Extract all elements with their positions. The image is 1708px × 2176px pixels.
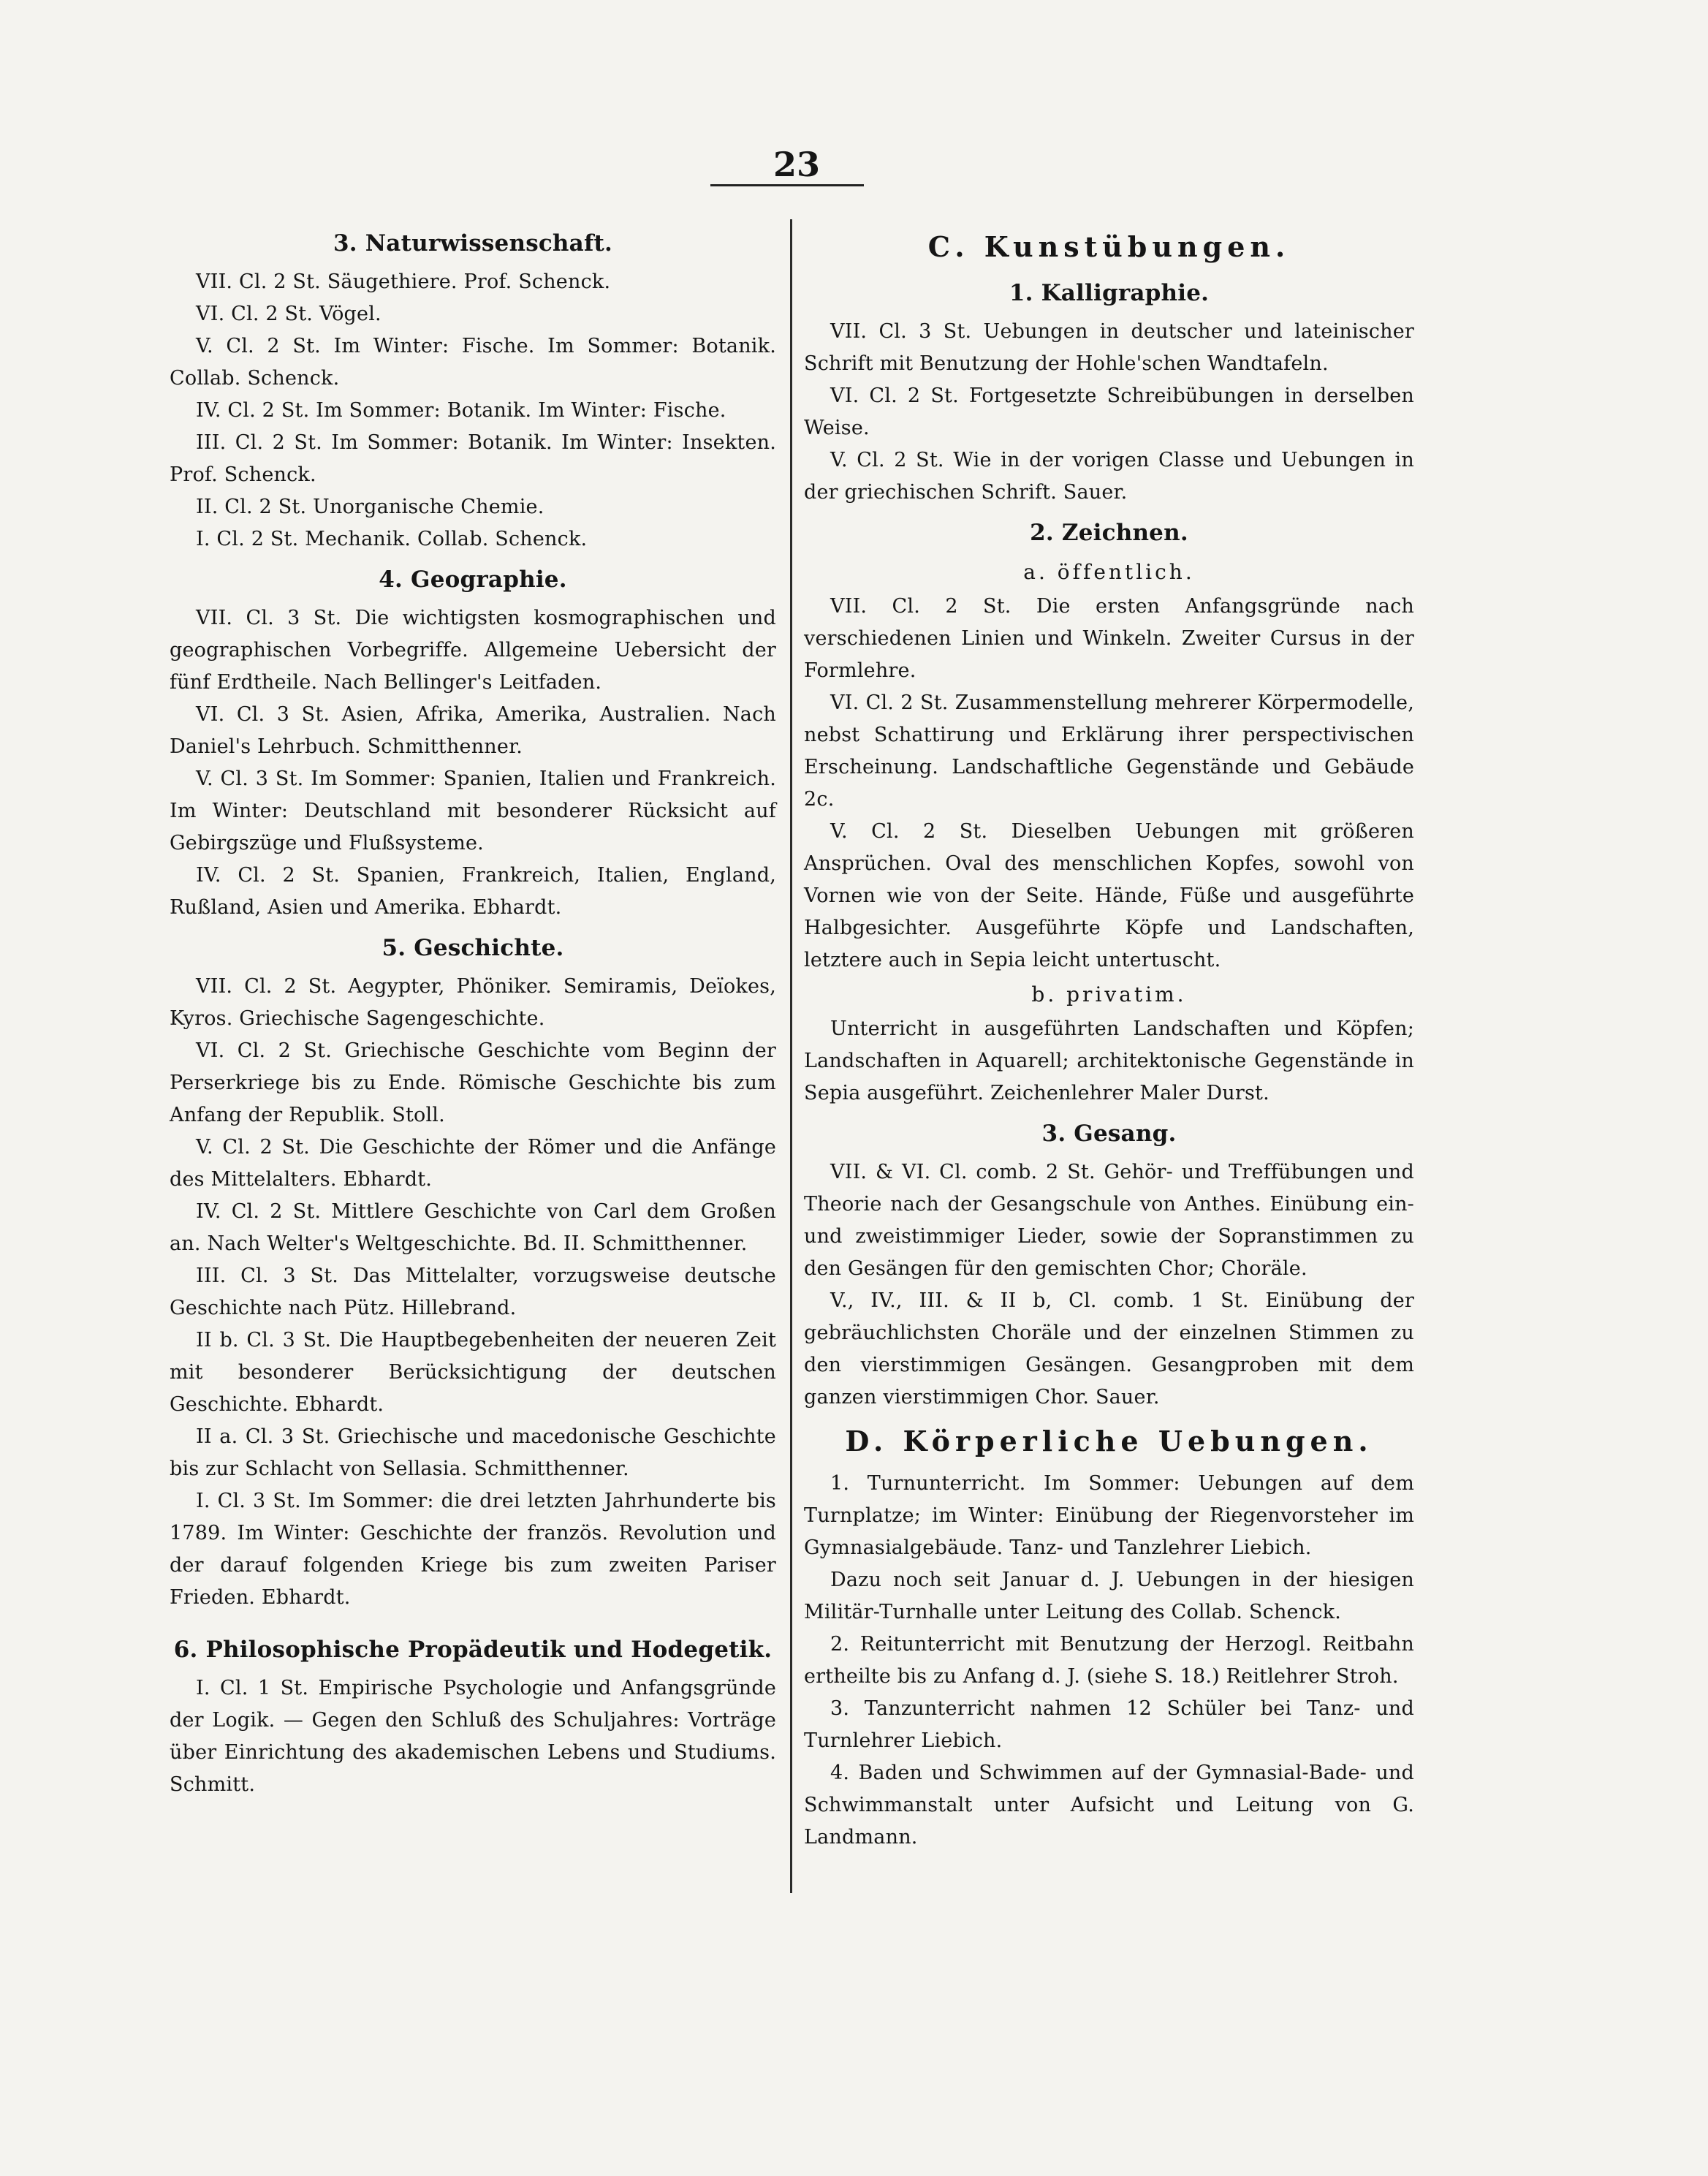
paragraph: II a. Cl. 3 St. Griechische und macedonische Geschichte bis zur Schlacht von Sellasia. Schmitthenner. — [170, 1425, 776, 1480]
paragraph: 2. Reitunterricht mit Benutzung der Herzogl. Reitbahn ertheilte bis zu Anfang d. J. (siehe S. 18.) Reitlehrer Stroh. — [804, 1633, 1414, 1688]
paragraph: V. Cl. 2 St. Wie in der vorigen Classe und Uebungen in der griechischen Schrift. Sauer. — [804, 449, 1414, 504]
left-column — [170, 219, 776, 1801]
section-heading-koerperliche-uebungen: D. Körperliche Uebungen. — [845, 1425, 1373, 1457]
paragraph: 4. Baden und Schwimmen auf der Gymnasial-Bade- und Schwimmanstalt unter Aufsicht und Leitung von G. Landmann. — [804, 1762, 1414, 1849]
paragraph: 1. Turnunterricht. Im Sommer: Uebungen auf dem Turnplatze; im Winter: Einübung der Riegenvorsteher im Gymnasialgebäude. Tanz- und Tanzlehrer Liebich. — [804, 1472, 1414, 1559]
paragraph: V. Cl. 2 St. Dieselben Uebungen mit größeren Ansprüchen. Oval des menschlichen Kopfes, sowohl von Vornen wie von der Seite. Hände, Füße und ausgeführte Halbgesichter. Ausgeführte Köpfe und Landschaften, letztere auch in Sepia leicht untertuscht. — [804, 820, 1414, 971]
paragraph: II. Cl. 2 St. Unorganische Chemie. — [196, 496, 544, 518]
paragraph: IV. Cl. 2 St. Im Sommer: Botanik. Im Winter: Fische. — [196, 399, 726, 422]
paragraph: VII. Cl. 2 St. Die ersten Anfangsgründe nach verschiedenen Linien und Winkeln. Zweiter Cursus in der Formlehre. — [804, 595, 1414, 682]
paragraph: V., IV., III. & II b, Cl. comb. 1 St. Einübung der gebräuchlichsten Choräle und der einzelnen Stimmen zu den vierstimmigen Gesängen. Gesangproben mit dem ganzen vierstimmigen Chor. Sauer. — [804, 1289, 1414, 1409]
paragraph: I. Cl. 2 St. Mechanik. Collab. Schenck. — [196, 528, 588, 550]
paragraph: VI. Cl. 2 St. Zusammenstellung mehrerer Körpermodelle, nebst Schattirung und Erklärung ihrer perspectivischen Erscheinung. Landschaftliche Gegenstände und Gebäude 2c. — [804, 691, 1414, 811]
paragraph: 3. Tanzunterricht nahmen 12 Schüler bei Tanz- und Turnlehrer Liebich. — [804, 1697, 1414, 1752]
subsection-heading-kalligraphie: 1. Kalligraphie. — [1009, 280, 1210, 306]
paragraph: V. Cl. 3 St. Im Sommer: Spanien, Italien und Frankreich. Im Winter: Deutschland mit besonderer Rücksicht auf Gebirgszüge und Flußsysteme. — [170, 767, 776, 854]
paragraph: Unterricht in ausgeführten Landschaften und Köpfen; Landschaften in Aquarell; architektonische Gegenstände in Sepia ausgeführt. Zeichenlehrer Maler Durst. — [804, 1017, 1414, 1104]
page-number-rule — [710, 184, 864, 186]
paragraph: VII. Cl. 2 St. Säugethiere. Prof. Schenck. — [196, 270, 611, 293]
paragraph: VI. Cl. 3 St. Asien, Afrika, Amerika, Australien. Nach Daniel's Lehrbuch. Schmitthenner. — [170, 703, 776, 758]
paragraph: VII. Cl. 3 St. Uebungen in deutscher und lateinischer Schrift mit Benutzung der Hohle'schen Wandtafeln. — [804, 320, 1414, 375]
section-heading-geographie: 4. Geographie. — [379, 566, 567, 593]
section-heading-geschichte: 5. Geschichte. — [382, 935, 564, 961]
paragraph: I. Cl. 3 St. Im Sommer: die drei letzten Jahrhunderte bis 1789. Im Winter: Geschichte der französ. Revolution und der darauf folgenden Kriege bis zum zweiten Pariser Frieden. Ebhardt. — [170, 1490, 776, 1609]
paragraph: VII. & VI. Cl. comb. 2 St. Gehör- und Treffübungen und Theorie nach der Gesangschule von Anthes. Einübung ein- und zweistimmiger Lieder, sowie der Sopranstimmen zu den Gesängen für den gemischten Chor; Choräle. — [804, 1161, 1414, 1280]
paragraph: IV. Cl. 2 St. Mittlere Geschichte von Carl dem Großen an. Nach Welter's Weltgeschichte. Bd. II. Schmitthenner. — [170, 1200, 776, 1255]
section-heading-kunstuebungen: C. Kunstübungen. — [927, 230, 1291, 263]
paragraph: VI. Cl. 2 St. Fortgesetzte Schreibübungen in derselben Weise. — [804, 384, 1414, 439]
right-column — [804, 219, 1414, 1854]
section-heading-naturwissenschaft: 3. Naturwissenschaft. — [333, 230, 612, 257]
paragraph: VII. Cl. 2 St. Aegypter, Phöniker. Semiramis, Deïokes, Kyros. Griechische Sagengeschichte. — [170, 975, 776, 1030]
paragraph: Dazu noch seit Januar d. J. Uebungen in der hiesigen Militär-Turnhalle unter Leitung des Collab. Schenck. — [804, 1569, 1414, 1623]
paragraph: VII. Cl. 3 St. Die wichtigsten kosmographischen und geographischen Vorbegriffe. Allgemeine Uebersicht der fünf Erdtheile. Nach Bellinger's Leitfaden. — [170, 607, 776, 694]
paragraph: IV. Cl. 2 St. Spanien, Frankreich, Italien, England, Rußland, Asien und Amerika. Ebhardt. — [170, 864, 776, 919]
paragraph: VI. Cl. 2 St. Griechische Geschichte vom Beginn der Perserkriege bis zu Ende. Römische Geschichte bis zum Anfang der Republik. Stoll. — [170, 1039, 776, 1126]
column-divider — [790, 219, 792, 1893]
paragraph: II b. Cl. 3 St. Die Hauptbegebenheiten der neueren Zeit mit besonderer Berücksichtigung der deutschen Geschichte. Ebhardt. — [170, 1329, 776, 1416]
paragraph: I. Cl. 1 St. Empirische Psychologie und Anfangsgründe der Logik. — Gegen den Schluß des Schuljahres: Vorträge über Einrichtung des akademischen Lebens und Studiums. Schmitt. — [170, 1677, 776, 1796]
subsection-heading-gesang: 3. Gesang. — [1041, 1121, 1177, 1147]
paragraph: VI. Cl. 2 St. Vögel. — [196, 303, 382, 325]
sub-subheading-privatim: b. privatim. — [1031, 982, 1187, 1007]
paragraph: III. Cl. 3 St. Das Mittelalter, vorzugsweise deutsche Geschichte nach Pütz. Hillebrand. — [170, 1265, 776, 1319]
paragraph: III. Cl. 2 St. Im Sommer: Botanik. Im Winter: Insekten. Prof. Schenck. — [170, 431, 776, 486]
page-number: 23 — [773, 145, 820, 184]
spacer — [170, 1614, 776, 1626]
sub-subheading-oeffentlich: a. öffentlich. — [1023, 560, 1195, 584]
subsection-heading-zeichnen: 2. Zeichnen. — [1030, 520, 1188, 546]
paragraph: V. Cl. 2 St. Im Winter: Fische. Im Sommer: Botanik. Collab. Schenck. — [170, 335, 776, 390]
paragraph: V. Cl. 2 St. Die Geschichte der Römer und die Anfänge des Mittelalters. Ebhardt. — [170, 1136, 776, 1191]
section-heading-philosophie: 6. Philosophische Propädeutik und Hodegetik. — [173, 1637, 773, 1663]
